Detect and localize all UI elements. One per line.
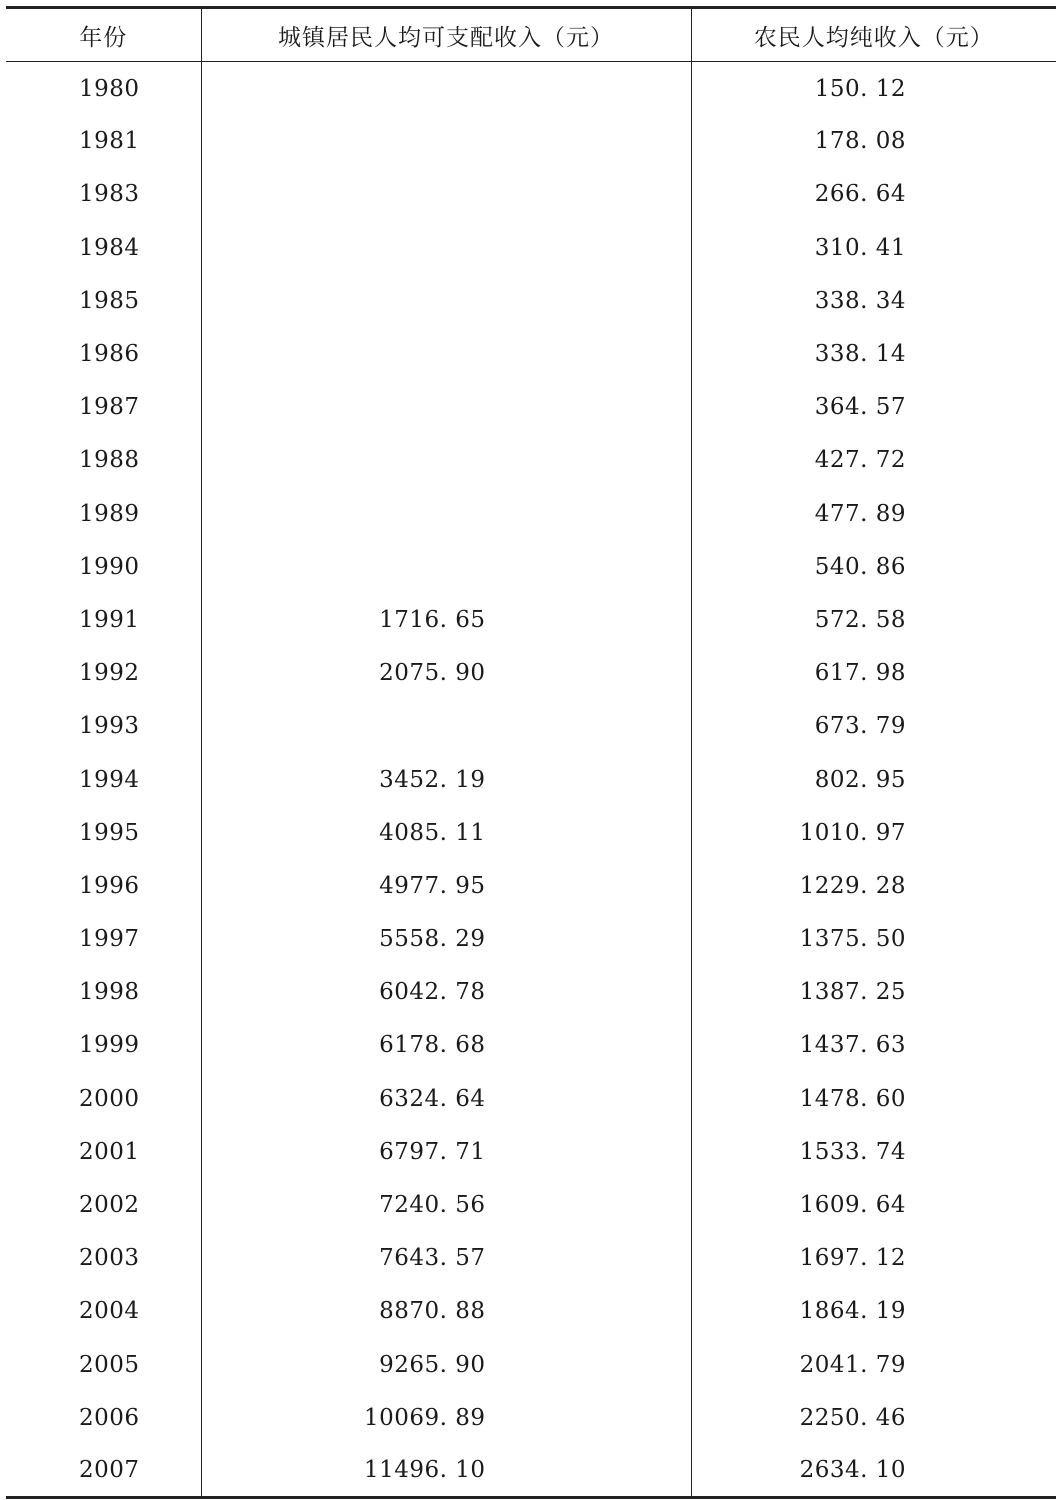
urban-income-cell: 10069. 89 (201, 1391, 691, 1444)
table-row (6, 381, 1056, 434)
rural-income-cell: 338. 34 (691, 274, 1056, 327)
table-row (6, 593, 1056, 646)
urban-income-cell: 6797. 71 (201, 1125, 691, 1178)
header-row (6, 8, 1056, 62)
table-row (6, 115, 1056, 168)
table-row (6, 274, 1056, 327)
urban-income-cell (201, 115, 691, 168)
rural-income-cell: 1864. 19 (691, 1285, 1056, 1338)
urban-income-cell (201, 62, 691, 115)
urban-income-cell: 7240. 56 (201, 1178, 691, 1231)
rural-income-cell: 2041. 79 (691, 1338, 1056, 1391)
year-cell: 1997 (79, 926, 140, 953)
rural-income-cell: 1478. 60 (691, 1072, 1056, 1125)
table-row (6, 1285, 1056, 1338)
table-row (6, 1178, 1056, 1231)
year-cell: 1998 (79, 979, 140, 1006)
table-row (6, 221, 1056, 274)
rural-income-cell: 1437. 63 (691, 1019, 1056, 1072)
rural-income-cell: 1387. 25 (691, 966, 1056, 1019)
header-year: 年份 (6, 8, 201, 62)
urban-income-cell: 6178. 68 (201, 1019, 691, 1072)
year-cell: 1987 (79, 394, 140, 421)
year-cell: 1996 (79, 872, 140, 899)
table-row (6, 700, 1056, 753)
header-urban-income: 城镇居民人均可支配收入（元） (201, 8, 691, 62)
rural-income-cell: 338. 14 (691, 327, 1056, 380)
table-row (6, 62, 1056, 115)
table-row (6, 327, 1056, 380)
rural-income-cell: 540. 86 (691, 540, 1056, 593)
table-row (6, 1391, 1056, 1444)
table-row (6, 1072, 1056, 1125)
year-cell: 2000 (79, 1085, 140, 1112)
year-cell: 2005 (79, 1351, 140, 1378)
table-row (6, 1125, 1056, 1178)
year-cell: 1985 (79, 287, 140, 314)
urban-income-cell (201, 700, 691, 753)
year-cell: 1983 (79, 181, 140, 208)
year-cell: 1981 (79, 128, 140, 155)
rural-income-cell: 617. 98 (691, 647, 1056, 700)
year-cell: 1988 (79, 447, 140, 474)
urban-income-cell: 4977. 95 (201, 859, 691, 912)
year-cell: 1990 (79, 553, 140, 580)
year-cell: 2003 (79, 1245, 140, 1272)
table-row (6, 753, 1056, 806)
rural-income-cell: 802. 95 (691, 753, 1056, 806)
urban-income-cell: 5558. 29 (201, 913, 691, 966)
year-cell: 2001 (79, 1138, 140, 1165)
urban-income-cell: 9265. 90 (201, 1338, 691, 1391)
year-cell: 1999 (79, 1032, 140, 1059)
urban-income-cell: 6324. 64 (201, 1072, 691, 1125)
rural-income-cell: 178. 08 (691, 115, 1056, 168)
urban-income-cell (201, 327, 691, 380)
urban-income-cell (201, 381, 691, 434)
year-cell: 1992 (79, 660, 140, 687)
table-row (6, 806, 1056, 859)
urban-income-cell: 11496. 10 (201, 1444, 691, 1497)
year-cell: 2004 (79, 1298, 140, 1325)
rural-income-cell: 1010. 97 (691, 806, 1056, 859)
rural-income-cell: 2250. 46 (691, 1391, 1056, 1444)
table-row (6, 1232, 1056, 1285)
urban-income-cell: 7643. 57 (201, 1232, 691, 1285)
header-rural-income: 农民人均纯收入（元） (691, 8, 1056, 62)
year-cell: 1984 (79, 234, 140, 261)
year-cell: 2006 (79, 1404, 140, 1431)
table-row (6, 168, 1056, 221)
rural-income-cell: 1375. 50 (691, 913, 1056, 966)
year-cell: 1991 (79, 606, 140, 633)
rural-income-cell: 673. 79 (691, 700, 1056, 753)
rural-income-cell: 1229. 28 (691, 859, 1056, 912)
table-row (6, 540, 1056, 593)
year-cell: 1995 (79, 819, 140, 846)
rural-income-cell: 572. 58 (691, 593, 1056, 646)
urban-income-cell (201, 274, 691, 327)
rural-income-cell: 427. 72 (691, 434, 1056, 487)
urban-income-cell (201, 487, 691, 540)
table-row (6, 487, 1056, 540)
urban-income-cell (201, 434, 691, 487)
year-cell: 1989 (79, 500, 140, 527)
table-row (6, 913, 1056, 966)
rural-income-cell: 477. 89 (691, 487, 1056, 540)
rural-income-cell: 2634. 10 (691, 1444, 1056, 1497)
year-cell: 2002 (79, 1192, 140, 1219)
rural-income-cell: 1697. 12 (691, 1232, 1056, 1285)
urban-income-cell: 3452. 19 (201, 753, 691, 806)
table-row (6, 1019, 1056, 1072)
income-table-container (6, 6, 1056, 1499)
year-cell: 1993 (79, 713, 140, 740)
table-row (6, 859, 1056, 912)
urban-income-cell: 1716. 65 (201, 593, 691, 646)
table-row (6, 1338, 1056, 1391)
year-cell: 1986 (79, 341, 140, 368)
rural-income-cell: 266. 64 (691, 168, 1056, 221)
rural-income-cell: 364. 57 (691, 381, 1056, 434)
table-row (6, 647, 1056, 700)
rural-income-cell: 1533. 74 (691, 1125, 1056, 1178)
table-body (6, 62, 1056, 1498)
table-row (6, 1444, 1056, 1497)
urban-income-cell: 2075. 90 (201, 647, 691, 700)
income-table (6, 6, 1056, 1499)
table-header (6, 8, 1056, 62)
table-row (6, 434, 1056, 487)
urban-income-cell (201, 221, 691, 274)
table-row (6, 966, 1056, 1019)
urban-income-cell: 8870. 88 (201, 1285, 691, 1338)
rural-income-cell: 1609. 64 (691, 1178, 1056, 1231)
urban-income-cell (201, 168, 691, 221)
year-cell: 2007 (6, 1444, 201, 1497)
year-cell: 1980 (79, 76, 140, 103)
rural-income-cell: 310. 41 (691, 221, 1056, 274)
urban-income-cell: 6042. 78 (201, 966, 691, 1019)
year-cell: 1994 (79, 766, 140, 793)
urban-income-cell (201, 540, 691, 593)
urban-income-cell: 4085. 11 (201, 806, 691, 859)
rural-income-cell: 150. 12 (691, 62, 1056, 115)
